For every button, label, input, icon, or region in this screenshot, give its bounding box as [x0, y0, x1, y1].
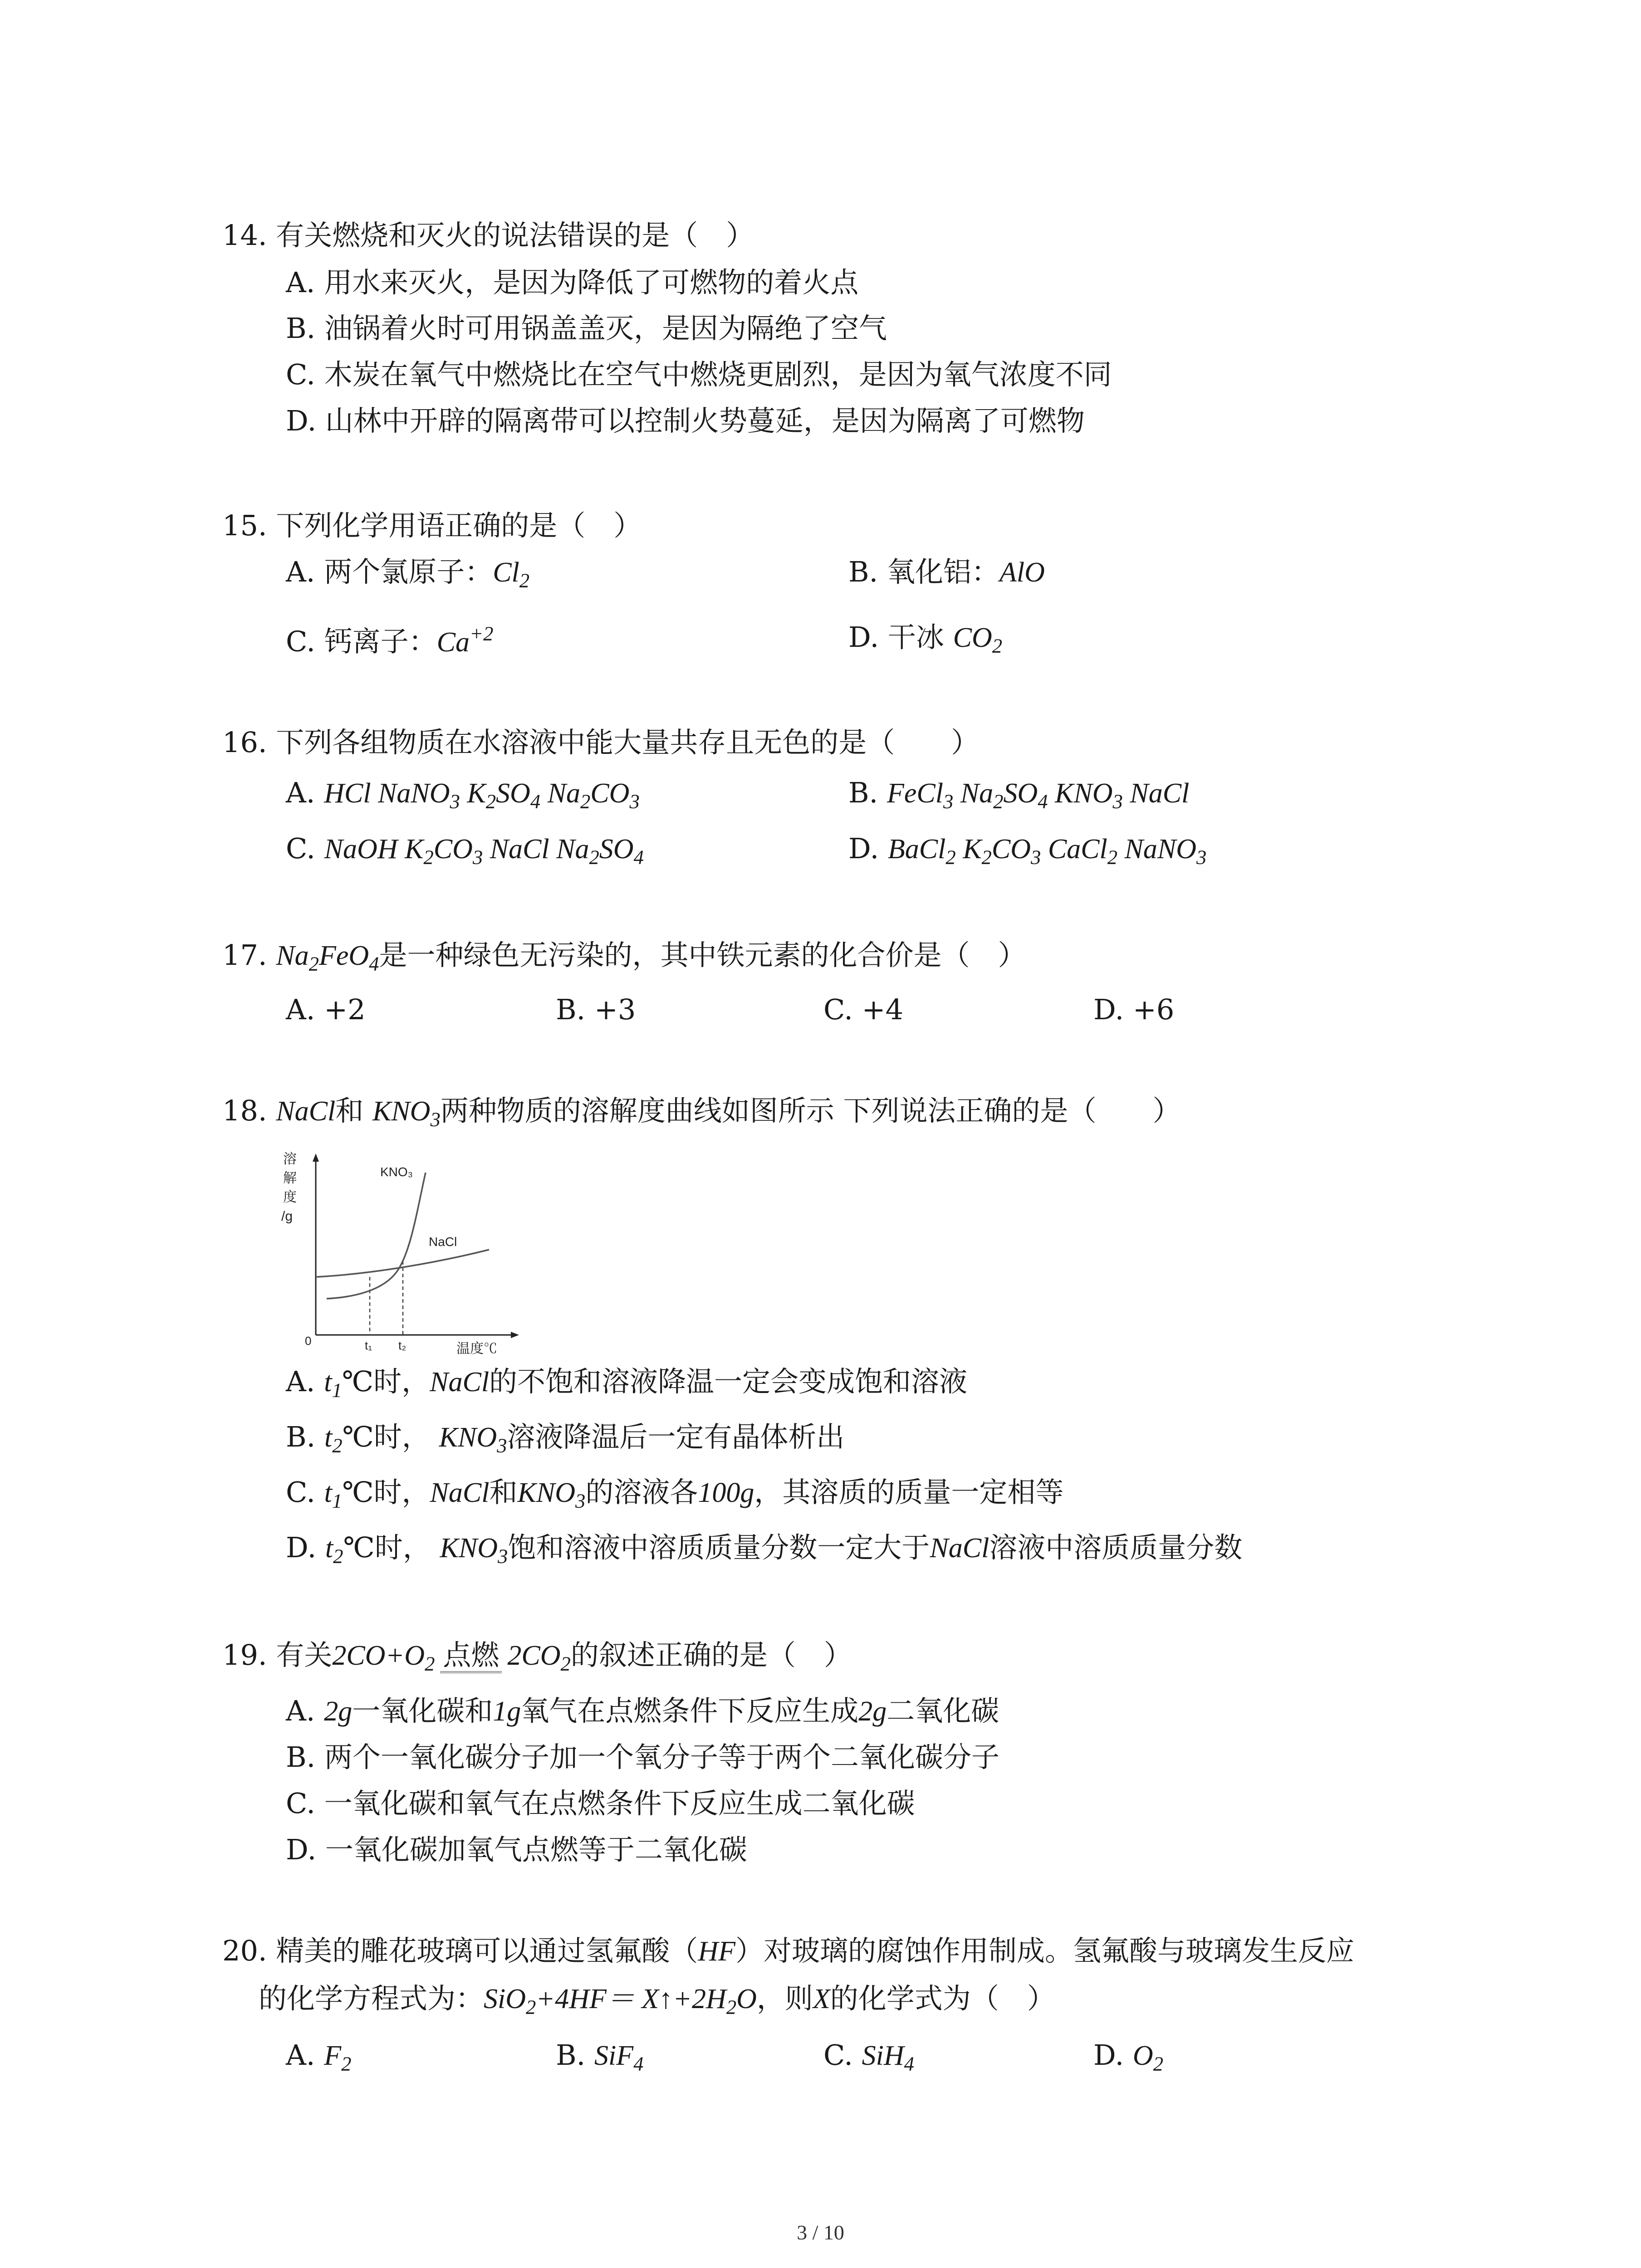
- option-label: B. 氧化铝：: [848, 555, 999, 588]
- formula: HCl NaNO$_3$ $K_2SO_4$ $Na_2CO_3$: [324, 778, 640, 813]
- option-d: [848, 623, 1002, 656]
- reaction-condition: 点燃: [440, 1641, 502, 1673]
- t2-label: t₂: [398, 1339, 407, 1352]
- formula: $KNO_3$: [372, 1096, 441, 1131]
- question-stem: 18. NaCl和 $KNO_3$两种物质的溶解度曲线如图所示 下列说法正确的是（ ）: [222, 1094, 1181, 1131]
- equation-right: $2CO_2$: [507, 1640, 571, 1675]
- option-b: [848, 555, 1045, 588]
- option-b: B. 油锅着火时可用锅盖盖灭，是因为隔绝了空气: [286, 312, 887, 345]
- option-a: A. +2: [286, 993, 366, 1026]
- x-axis-label: 温度℃: [456, 1341, 497, 1356]
- option-a: A. 2g一氧化碳和1g氧气在点燃条件下反应生成2g二氧化碳: [286, 1694, 999, 1727]
- svg-text:解: 解: [283, 1171, 297, 1186]
- kno3-label: KNO₃: [380, 1165, 413, 1179]
- kno3-curve: [327, 1173, 426, 1299]
- formula: FeCl$_3$ $Na_2SO_4$ $KNO_3$ NaCl: [887, 778, 1190, 813]
- option-c: C. 一氧化碳和氧气在点燃条件下反应生成二氧化碳: [286, 1787, 915, 1820]
- option-d: D. BaCl$_2$ $K_2CO_3$ CaCl$_2$ NaNO$_3$: [848, 832, 1207, 869]
- question-stem: 14. 有关燃烧和灭火的说法错误的是（ ）: [222, 219, 754, 252]
- equation: $SiO_2+4HF= X↑+2H_2O$: [484, 1984, 757, 2019]
- svg-text:度: 度: [283, 1190, 297, 1205]
- option-a: A. HCl NaNO$_3$ $K_2SO_4$ $Na_2CO_3$: [286, 776, 640, 813]
- formula: NaOH $K_2CO_3$ NaCl $Na_2SO_4$: [324, 834, 644, 869]
- formula: NaCl: [276, 1096, 336, 1127]
- option-b: B. FeCl$_3$ $Na_2SO_4$ $KNO_3$ NaCl: [848, 776, 1190, 813]
- option-b: B. SiF$_4$: [556, 2038, 644, 2075]
- x-axis-arrow: [511, 1332, 519, 1338]
- option-b: B. 两个一氧化碳分子加一个氧分子等于两个二氧化碳分子: [286, 1740, 999, 1774]
- nacl-label: NaCl: [429, 1235, 457, 1249]
- solubility-graph: [277, 1145, 531, 1359]
- option-c: C. NaOH $K_2CO_3$ NaCl $Na_2SO_4$: [286, 832, 644, 869]
- option-b: B. +3: [556, 993, 636, 1026]
- option-label: A. 两个氯原子：: [286, 555, 493, 588]
- option-a: A. $t_1℃$时，NaCl的不饱和溶液降温一定会变成饱和溶液: [286, 1365, 968, 1402]
- equation-left: $2CO+O_2$: [332, 1640, 435, 1675]
- option-label: D. 干冰: [848, 621, 953, 654]
- question-stem: 19. 有关$2CO+O_2$ 点燃 $2CO_2$的叙述正确的是（ ）: [222, 1638, 852, 1675]
- question-stem-line-1: 20. 精美的雕花玻璃可以通过氢氟酸（HF）对玻璃的腐蚀作用制成。氢氟酸与玻璃发生反应: [222, 1934, 1354, 1967]
- question-stem: 17. $Na_2FeO_4$是一种绿色无污染的，其中铁元素的化合价是（ ）: [222, 938, 1026, 975]
- option-d: D. 山林中开辟的隔离带可以控制火势蔓延，是因为隔离了可燃物: [286, 404, 1085, 437]
- formula: BaCl$_2$ $K_2CO_3$ CaCl$_2$ NaNO$_3$: [887, 834, 1207, 869]
- y-axis-arrow: [313, 1154, 319, 1162]
- option-c: C. +4: [823, 993, 904, 1026]
- formula: $Na_2FeO_4$: [276, 940, 379, 975]
- option-d: D. $O_2$: [1093, 2038, 1164, 2075]
- option-c: C. 木炭在氧气中燃烧比在空气中燃烧更剧烈，是因为氧气浓度不同: [286, 358, 1112, 391]
- svg-text:溶: 溶: [283, 1152, 297, 1167]
- y-axis-label: [281, 1152, 297, 1224]
- option-c: [286, 623, 493, 656]
- svg-text:/g: /g: [281, 1209, 293, 1224]
- formula: $Cl_2$: [493, 557, 530, 592]
- question-stem: 15. 下列化学用语正确的是（ ）: [222, 509, 642, 542]
- option-d: D. $t_2℃$时， $KNO_3$饱和溶液中溶质质量分数一定大于NaCl溶液中溶质质量分数: [286, 1531, 1243, 1568]
- option-c: C. SiH$_4$: [823, 2038, 914, 2075]
- option-a: [286, 555, 530, 592]
- option-a: A. $F_2$: [286, 2038, 352, 2075]
- formula: $CO_2$: [953, 622, 1003, 657]
- option-a: A. 用水来灭火，是因为降低了可燃物的着火点: [286, 266, 859, 299]
- option-label: C. 钙离子：: [286, 625, 437, 658]
- t1-label: t₁: [365, 1339, 372, 1352]
- formula: AlO: [999, 557, 1045, 588]
- question-stem-line-2: 的化学方程式为：$SiO_2+4HF= X↑+2H_2O$，则X的化学式为（ ）: [259, 1982, 1055, 2019]
- page-number: 3 / 10: [797, 2221, 844, 2244]
- origin-label: 0: [305, 1334, 312, 1348]
- option-d: D. +6: [1093, 993, 1175, 1026]
- option-b: B. $t_2℃$时， $KNO_3$溶液降温后一定有晶体析出: [286, 1420, 845, 1457]
- option-c: C. $t_1℃$时，NaCl和$KNO_3$的溶液各100g，其溶质的质量一定相等: [286, 1476, 1064, 1512]
- formula: $Ca^{+2}$: [436, 622, 494, 658]
- question-stem: 16. 下列各组物质在水溶液中能大量共存且无色的是（ ）: [222, 726, 980, 759]
- option-d: D. 一氧化碳加氧气点燃等于二氧化碳: [286, 1833, 747, 1866]
